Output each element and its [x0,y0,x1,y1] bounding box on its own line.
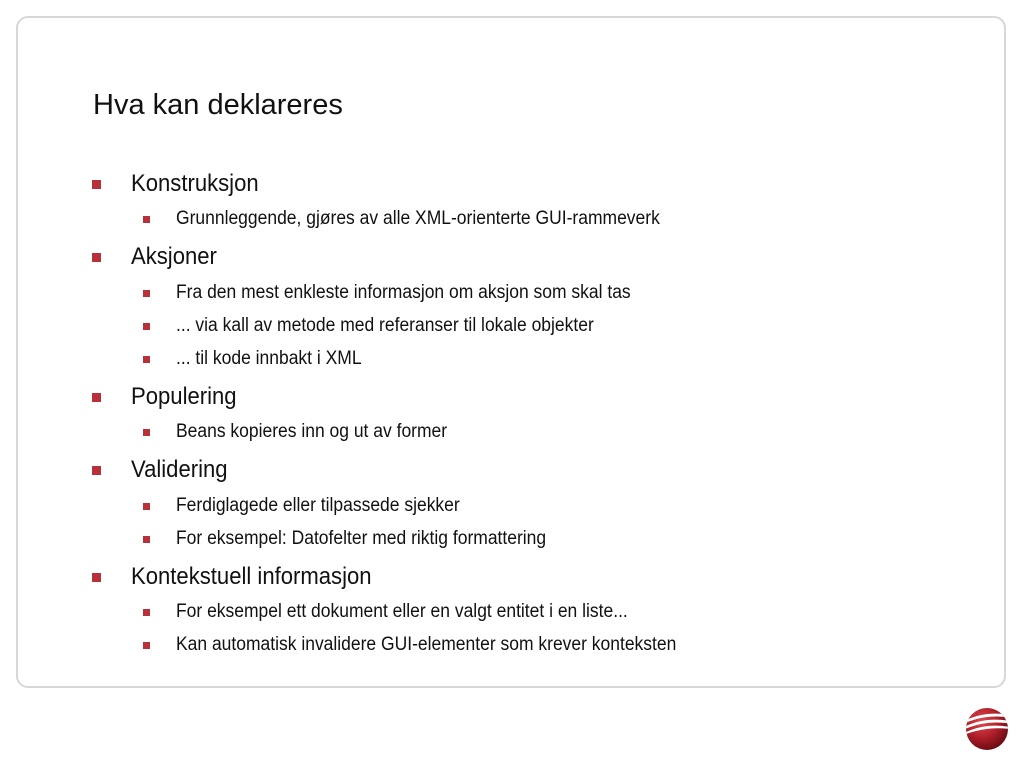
bullet-text: Kan automatisk invalidere GUI-elementer som krever konteksten [176,634,677,655]
slide-title: Hva kan deklareres [93,89,343,121]
square-bullet-icon [143,356,150,363]
list-item [92,563,392,591]
list-item [143,348,378,370]
list-item [92,383,246,411]
list-item [143,528,578,550]
square-bullet-icon [92,253,101,262]
bullet-text: Validering [131,456,228,483]
list-item [143,208,702,230]
bullet-text: ... via kall av metode med referanser til lokale objekter [176,315,594,336]
bullet-text: ... til kode innbakt i XML [176,348,362,369]
square-bullet-icon [143,642,150,649]
list-item [92,456,236,484]
list-item [92,170,270,198]
bullet-text: Aksjoner [131,243,217,270]
list-item [143,315,630,337]
square-bullet-icon [143,503,150,510]
square-bullet-icon [143,216,150,223]
square-bullet-icon [143,290,150,297]
bullet-text: Fra den mest enkleste informasjon om aksjon som skal tas [176,282,631,303]
square-bullet-icon [92,466,101,475]
bullet-text: Kontekstuell informasjon [131,563,372,590]
bullet-text: Beans kopieres inn og ut av former [176,421,448,442]
square-bullet-icon [92,573,101,582]
list-item [92,243,224,271]
square-bullet-icon [143,429,150,436]
bullet-text: Populering [131,383,237,410]
company-logo-icon [964,706,1010,752]
square-bullet-icon [92,180,101,189]
list-item [143,282,670,304]
bullet-text: Konstruksjon [131,170,259,197]
bullet-text: For eksempel ett dokument eller en valgt entitet i en liste... [176,601,628,622]
square-bullet-icon [143,536,150,543]
square-bullet-icon [92,393,101,402]
square-bullet-icon [143,323,150,330]
list-item [143,495,484,517]
square-bullet-icon [143,609,150,616]
bullet-text: Grunnleggende, gjøres av alle XML-orienterte GUI-rammeverk [176,208,660,229]
list-item [143,601,667,623]
list-item [143,634,720,656]
bullet-text: Ferdiglagede eller tilpassede sjekker [176,495,460,516]
bullet-text: For eksempel: Datofelter med riktig formattering [176,528,547,549]
list-item [143,421,471,443]
